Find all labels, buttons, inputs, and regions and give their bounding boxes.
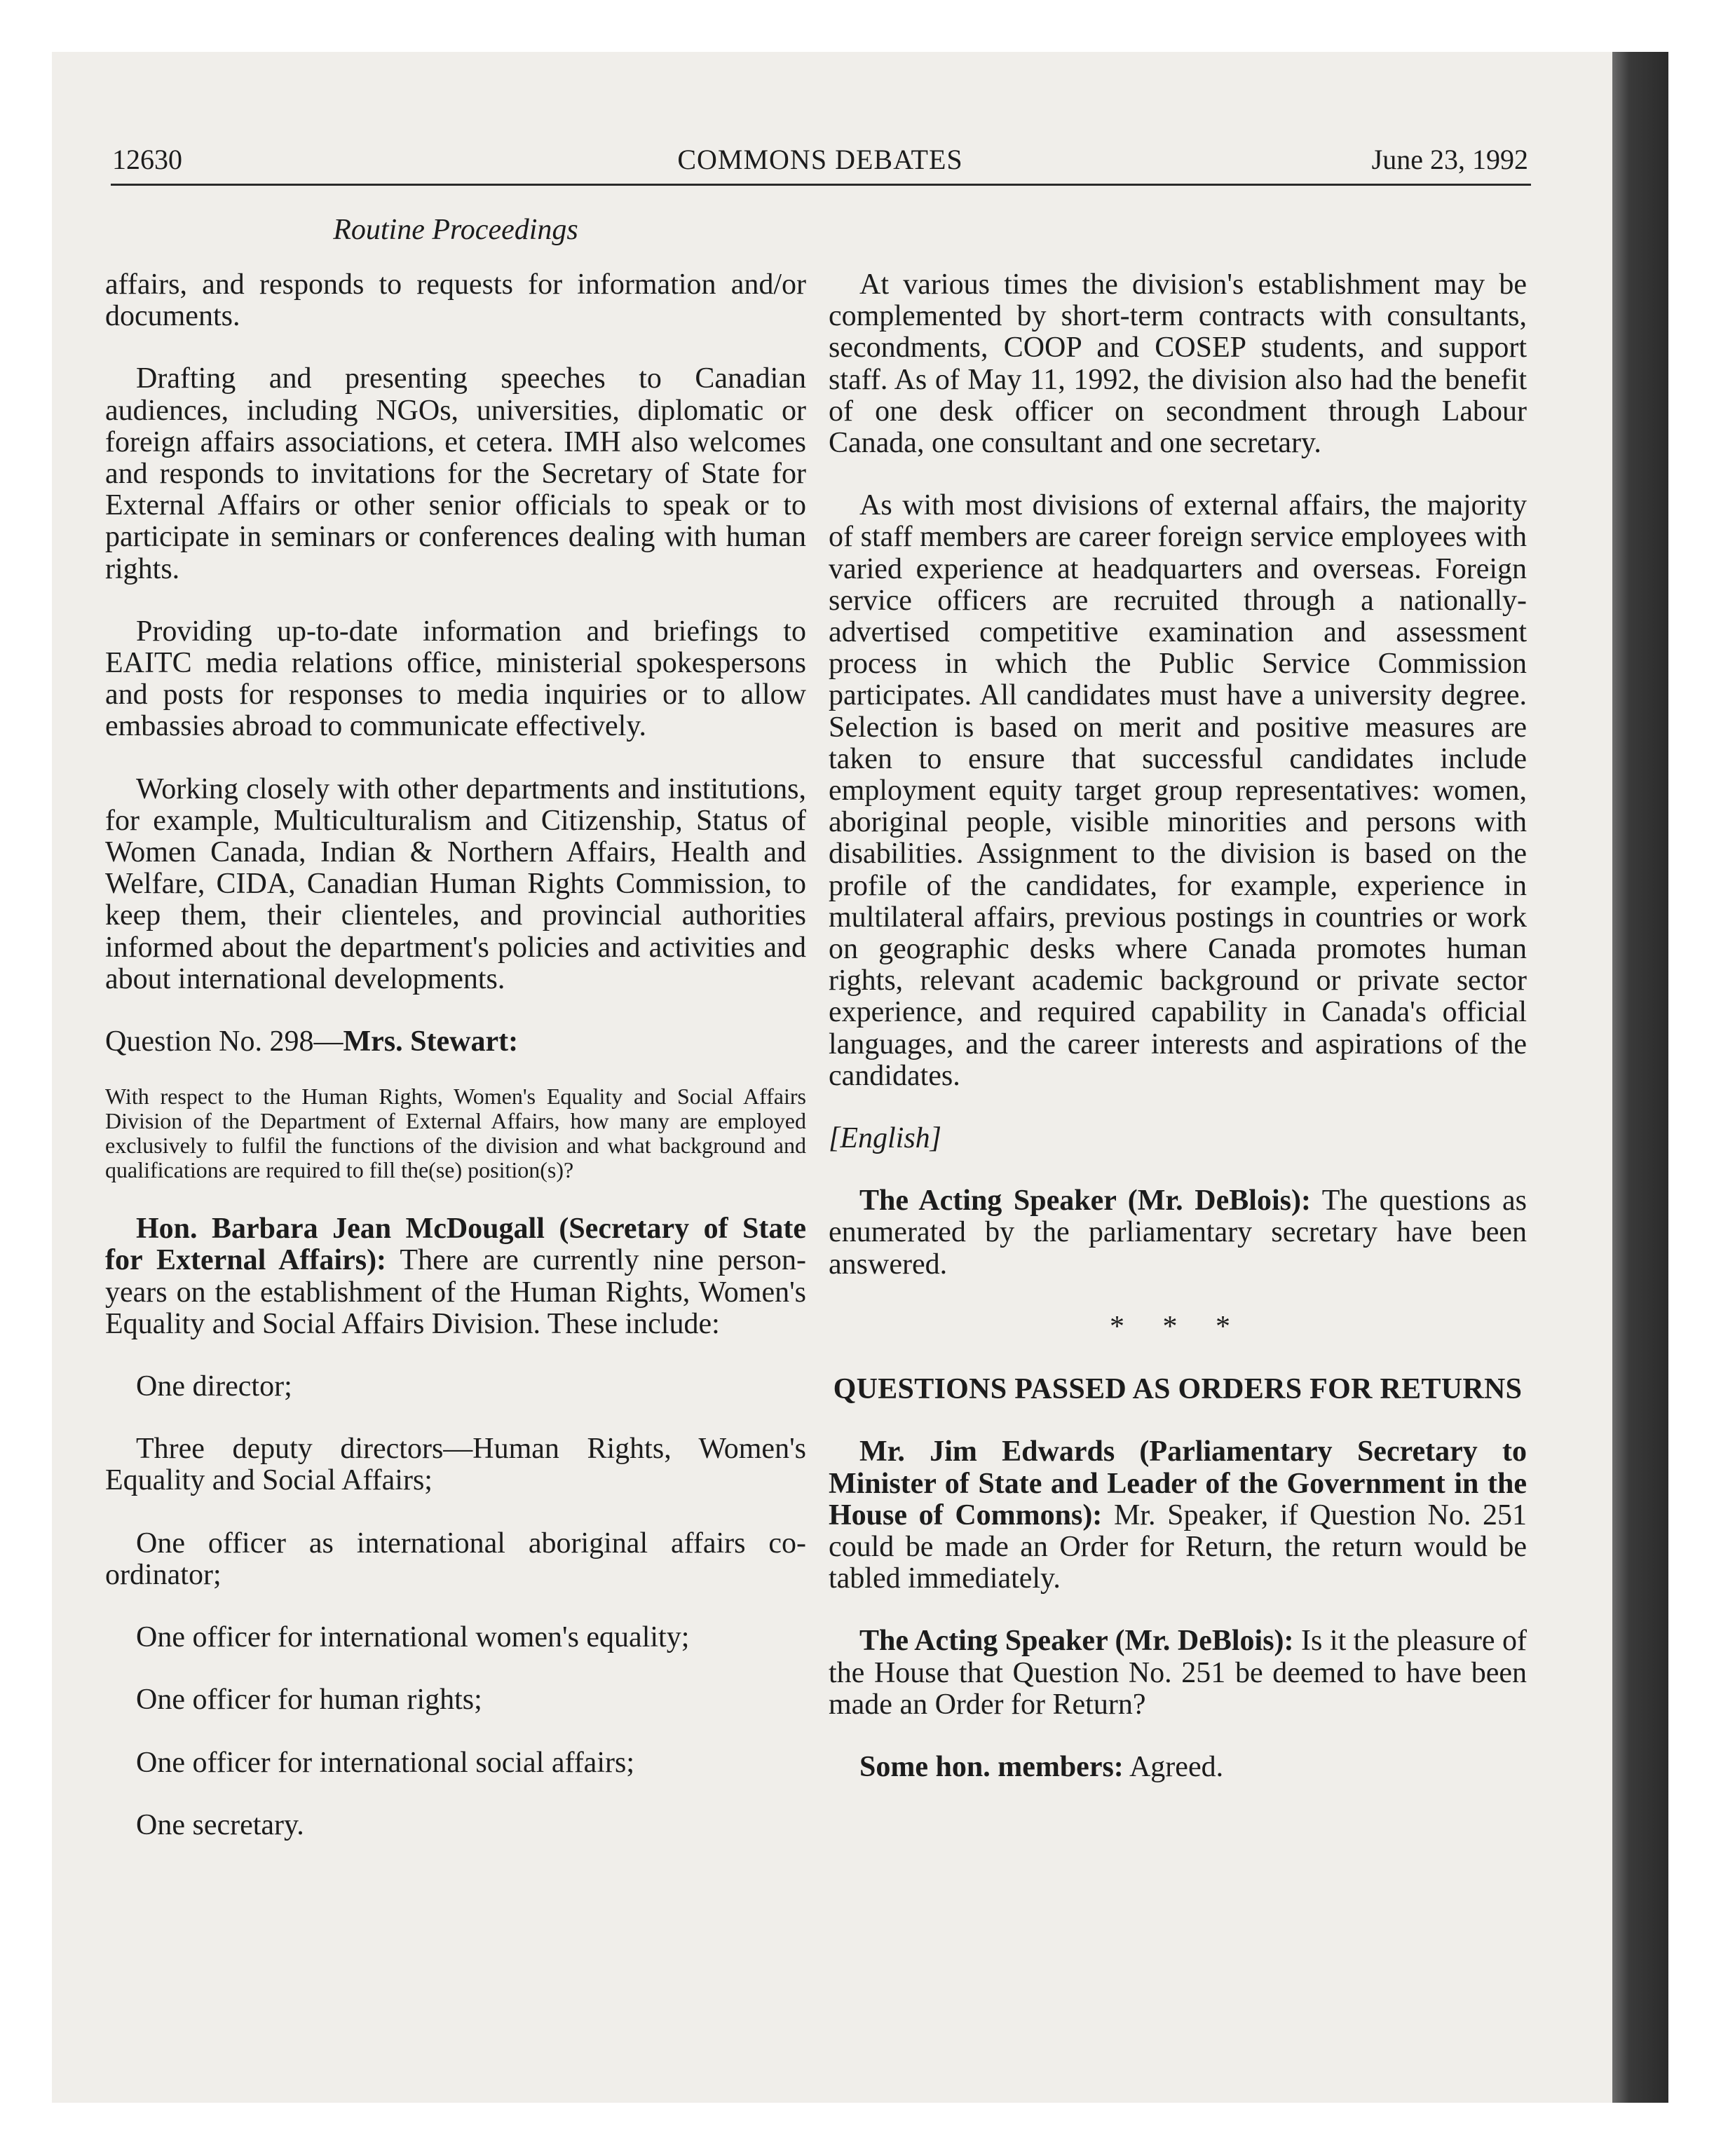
question-number: Question No. 298— bbox=[105, 1025, 343, 1058]
right-column bbox=[829, 269, 1527, 1814]
answer-text: There are currently nine person-years on the establishment of the Human Rights, Women's Equality and Social Affairs Division. These include: bbox=[105, 1244, 806, 1340]
speaker-name: Some hon. members: bbox=[859, 1750, 1124, 1783]
paragraph: Working closely with other departments and institutions, for example, Multiculturalism and Citizenship, Status of Women Canada, Indian & Northern Affairs, Health and Welfare, CIDA, Canadian Human Rights Commission, to keep them, their clienteles, and provincial authorities informed about the department's policies and activities and about international developments. bbox=[105, 772, 806, 995]
speaker-text: Is it the pleasure of the House that Question No. 251 be deemed to have been made an Order for Return? bbox=[829, 1625, 1528, 1721]
answer-paragraph bbox=[105, 1213, 806, 1340]
header-rule bbox=[111, 184, 1531, 186]
speaker-text: The questions as enumerated by the parliamentary secretary have been answered. bbox=[829, 1185, 1527, 1281]
list-item: One officer for international social affairs; bbox=[136, 1746, 634, 1779]
question-heading bbox=[105, 1026, 806, 1058]
speaker-paragraph bbox=[829, 1185, 1527, 1281]
list-item: Three deputy directors—Human Rights, Women's Equality and Social Affairs; bbox=[105, 1433, 806, 1497]
answer-speaker: Hon. Barbara Jean McDougall (Secretary of State for External Affairs): bbox=[105, 1213, 806, 1277]
left-column bbox=[105, 269, 806, 1872]
list-item: One director; bbox=[136, 1370, 292, 1403]
speaker-name: The Acting Speaker (Mr. DeBlois): bbox=[859, 1625, 1294, 1658]
speaker-paragraph bbox=[829, 1625, 1527, 1721]
paragraph: Providing up-to-date information and briefings to EAITC media relations office, ministerial spokespersons and posts for responses to media inquiries or to allow embassies abroad to communicate effectively. bbox=[105, 615, 806, 743]
page-date: June 23, 1992 bbox=[1371, 144, 1528, 175]
publication-title: COMMONS DEBATES bbox=[677, 144, 963, 175]
language-marker: [English] bbox=[829, 1122, 942, 1155]
list-item: One officer for human rights; bbox=[136, 1684, 482, 1717]
list-item: One officer for international women's equality; bbox=[136, 1621, 690, 1654]
paragraph: affairs, and responds to requests for information and/or documents. bbox=[105, 268, 806, 333]
section-heading: Routine Proceedings bbox=[333, 214, 578, 246]
speaker-paragraph bbox=[829, 1752, 1527, 1783]
list-item: One officer as international aboriginal affairs co-ordinator; bbox=[105, 1527, 806, 1591]
question-text: With respect to the Human Rights, Women's Equality and Social Affairs Division of the Department of External Affairs, how many are employed exclusively to fulfil the functions of the division and what background and qualifications are required to fill the(se) position(s)? bbox=[105, 1084, 806, 1183]
speaker-name: Mr. Jim Edwards (Parliamentary Secretary to Minister of State and Leader of the Government in the House of Commons): bbox=[829, 1435, 1527, 1531]
question-asker: Mrs. Stewart: bbox=[343, 1025, 519, 1058]
page-header bbox=[112, 143, 1528, 185]
separator: * * * bbox=[1110, 1310, 1246, 1343]
paragraph: Drafting and presenting speeches to Canadian audiences, including NGOs, universities, diplomatic or foreign affairs associations, et cetera. IMH also welcomes and responds to invitations for the Secretary of State for External Affairs or other senior officials to speak or to participate in seminars or conferences dealing with human rights. bbox=[105, 362, 806, 585]
orders-heading: QUESTIONS PASSED AS ORDERS FOR RETURNS bbox=[833, 1373, 1523, 1406]
speaker-name: The Acting Speaker (Mr. DeBlois): bbox=[859, 1185, 1311, 1217]
paragraph: As with most divisions of external affairs, the majority of staff members are career foreign service employees with varied experience at headquarters and overseas. Foreign service officers are recruited through a nationally-advertised competitive examination and assessment process in which the Public Service Commission participates. All candidates must have a university degree. Selection is based on merit and positive measures are taken to ensure that successful candidates include employment equity target group representatives: women, aboriginal people, visible minorities and persons with disabilities. Assignment to the division is based on the profile of the candidates, for example, experience in multilateral affairs, previous postings in countries or work on geographic desks where Canada promotes human rights, relevant academic background or private sector experience, and required capability in Canada's official languages, and the career interests and aspirations of the candidates. bbox=[829, 489, 1527, 1092]
scan-binding-edge bbox=[1612, 52, 1668, 2103]
speaker-text: Mr. Speaker, if Question No. 251 could be made an Order for Return, the return would be tabled immediately. bbox=[829, 1499, 1527, 1595]
page-number: 12630 bbox=[112, 144, 182, 175]
paragraph: At various times the division's establishment may be complemented by short-term contracts with consultants, secondments, COOP and COSEP students, and support staff. As of May 11, 1992, the division also had the benefit of one desk officer on secondment through Labour Canada, one consultant and one secretary. bbox=[829, 268, 1527, 460]
list-item: One secretary. bbox=[136, 1808, 304, 1841]
speaker-text: Agreed. bbox=[1123, 1750, 1224, 1783]
speaker-paragraph bbox=[829, 1436, 1527, 1595]
